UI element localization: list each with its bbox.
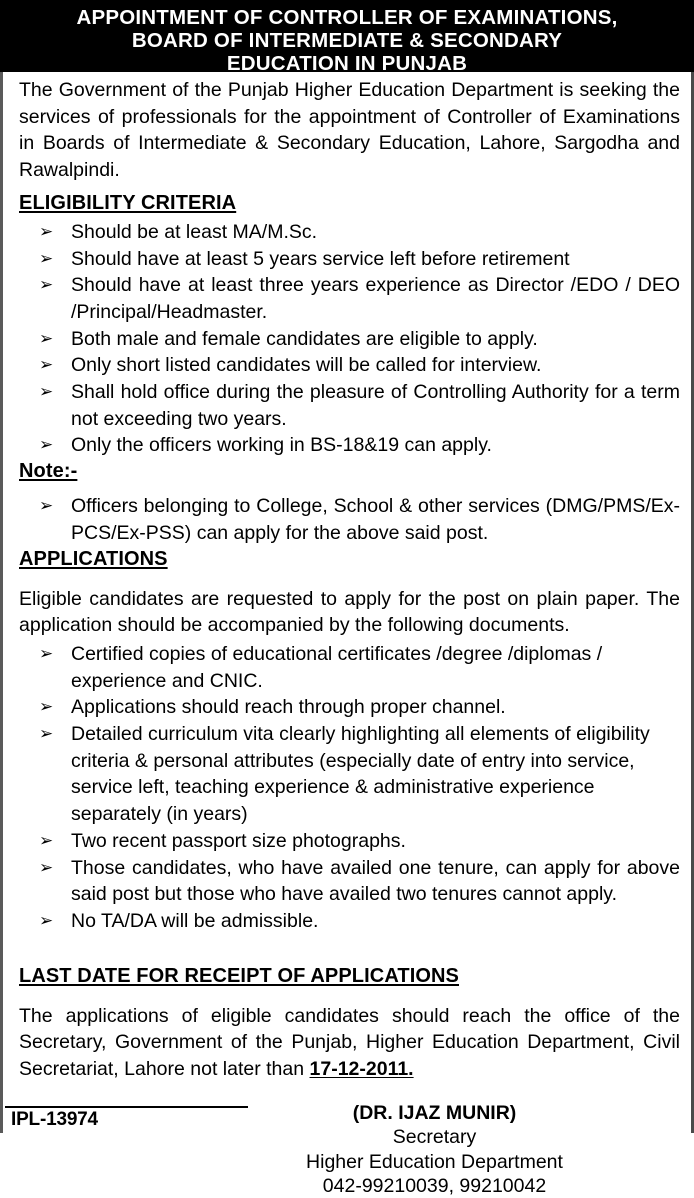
list-item: [19, 272, 680, 325]
signatory-name: (DR. IJAZ MUNIR): [352, 1101, 517, 1124]
title-line-3: EDUCATION IN PUNJAB: [226, 52, 468, 76]
arrow-bullet-icon: ➢: [39, 857, 54, 877]
list-item: [19, 694, 680, 721]
arrow-bullet-icon: ➢: [39, 221, 54, 241]
title-line-1: APPOINTMENT OF CONTROLLER OF EXAMINATIONS,: [76, 6, 618, 29]
list-item-text: No TA/DA will be admissible.: [71, 909, 319, 932]
list-item: [19, 352, 680, 379]
arrow-bullet-icon: ➢: [39, 910, 54, 930]
spacer: [19, 935, 680, 957]
spacer: [19, 573, 680, 586]
note-heading-text: Note:-: [19, 460, 78, 483]
arrow-bullet-icon: ➢: [39, 496, 54, 516]
arrow-bullet-icon: ➢: [39, 435, 54, 455]
arrow-bullet-icon: ➢: [39, 355, 54, 375]
applications-intro-paragraph: Eligible candidates are requested to apply for the post on plain paper. The application should be accompanied by the following documents.: [19, 587, 680, 637]
list-item-text: Certified copies of educational certificates /degree /diplomas / experience and CNIC.: [71, 642, 603, 692]
last-date-heading-text: LAST DATE FOR RECEIPT OF APPLICATIONS: [19, 964, 459, 987]
arrow-bullet-icon: ➢: [39, 382, 54, 402]
list-item: [19, 246, 680, 273]
scan-edge-left: [0, 72, 3, 1133]
reference-number: IPL-13974: [11, 1109, 98, 1130]
list-item-text: Should be at least MA/M.Sc.: [71, 220, 318, 243]
list-item-text: Should have at least 5 years service left before retirement: [71, 247, 570, 270]
arrow-bullet-icon: ➢: [39, 724, 54, 744]
note-heading: [19, 460, 680, 483]
intro-paragraph: The Government of the Punjab Higher Education Department is seeking the services of professionals for the appointment of Controller of Examinations in Boards of Intermediate & Secondary Education, Lahore, Sargodha and Rawalpindi.: [19, 79, 680, 182]
list-item-text: Detailed curriculum vita clearly highlighting all elements of eligibility criteria & personal attributes (especially date of entry into service, service left, teaching experience & administrative experience separately (in years): [71, 723, 650, 826]
eligibility-heading-text: ELIGIBILITY CRITERIA: [19, 191, 237, 214]
applications-list: [19, 641, 680, 935]
arrow-bullet-icon: ➢: [39, 697, 54, 717]
signatory-phone: 042-99210039, 99210042: [322, 1174, 547, 1197]
advertisement-title-banner: [0, 0, 694, 76]
list-item: [19, 379, 680, 432]
signatory-title: Secretary: [392, 1126, 477, 1149]
list-item-text: Shall hold office during the pleasure of Controlling Authority for a term not exceeding two years.: [71, 381, 680, 430]
list-item: [19, 908, 680, 935]
eligibility-heading: [19, 192, 680, 215]
list-item: [19, 432, 680, 459]
list-item: [19, 326, 680, 353]
list-item: [19, 219, 680, 246]
list-item: [19, 855, 680, 908]
list-item-text: Only short listed candidates will be called for interview.: [71, 354, 542, 377]
arrow-bullet-icon: ➢: [39, 328, 54, 348]
deadline-date: 17-12-2011.: [309, 1058, 414, 1081]
title-line-2: BOARD OF INTERMEDIATE & SECONDARY: [131, 29, 563, 53]
list-item-text: Those candidates, who have availed one tenure, can apply for above said post but those who have availed two tenures cannot apply.: [71, 856, 680, 906]
last-date-text: The applications of eligible candidates should reach the office of the Secretary, Government of the Punjab, Higher Education Department, Civil Secretariat, Lahore not later than: [19, 1004, 680, 1081]
last-date-heading: [19, 965, 680, 988]
applications-heading-text: APPLICATIONS: [19, 547, 168, 570]
signatory-department: Higher Education Department: [306, 1150, 563, 1173]
list-item: [19, 493, 680, 546]
note-list: [19, 493, 680, 546]
list-item: [19, 828, 680, 855]
eligibility-list: [19, 219, 680, 459]
applications-heading: [19, 548, 680, 571]
list-item-text: Applications should reach through proper channel.: [71, 696, 506, 719]
list-item-text: Both male and female candidates are eligible to apply.: [71, 327, 538, 350]
advertisement-body: [0, 72, 694, 1198]
list-item-text: Officers belonging to College, School & other services (DMG/PMS/Ex-PCS/Ex-PSS) can apply for the above said post.: [71, 495, 680, 544]
arrow-bullet-icon: ➢: [39, 275, 54, 295]
list-item: [19, 721, 680, 828]
list-item-text: Should have at least three years experience as Director /EDO / DEO /Principal/Headmaster.: [71, 274, 680, 323]
last-date-paragraph: [19, 1003, 680, 1083]
arrow-bullet-icon: ➢: [39, 830, 54, 850]
list-item: [19, 641, 680, 694]
list-item-text: Two recent passport size photographs.: [71, 829, 406, 852]
footer: [3, 1106, 691, 1131]
arrow-bullet-icon: ➢: [39, 643, 54, 663]
arrow-bullet-icon: ➢: [39, 248, 54, 268]
list-item-text: Only the officers working in BS-18&19 can apply.: [71, 434, 492, 457]
spacer: [19, 990, 680, 1003]
